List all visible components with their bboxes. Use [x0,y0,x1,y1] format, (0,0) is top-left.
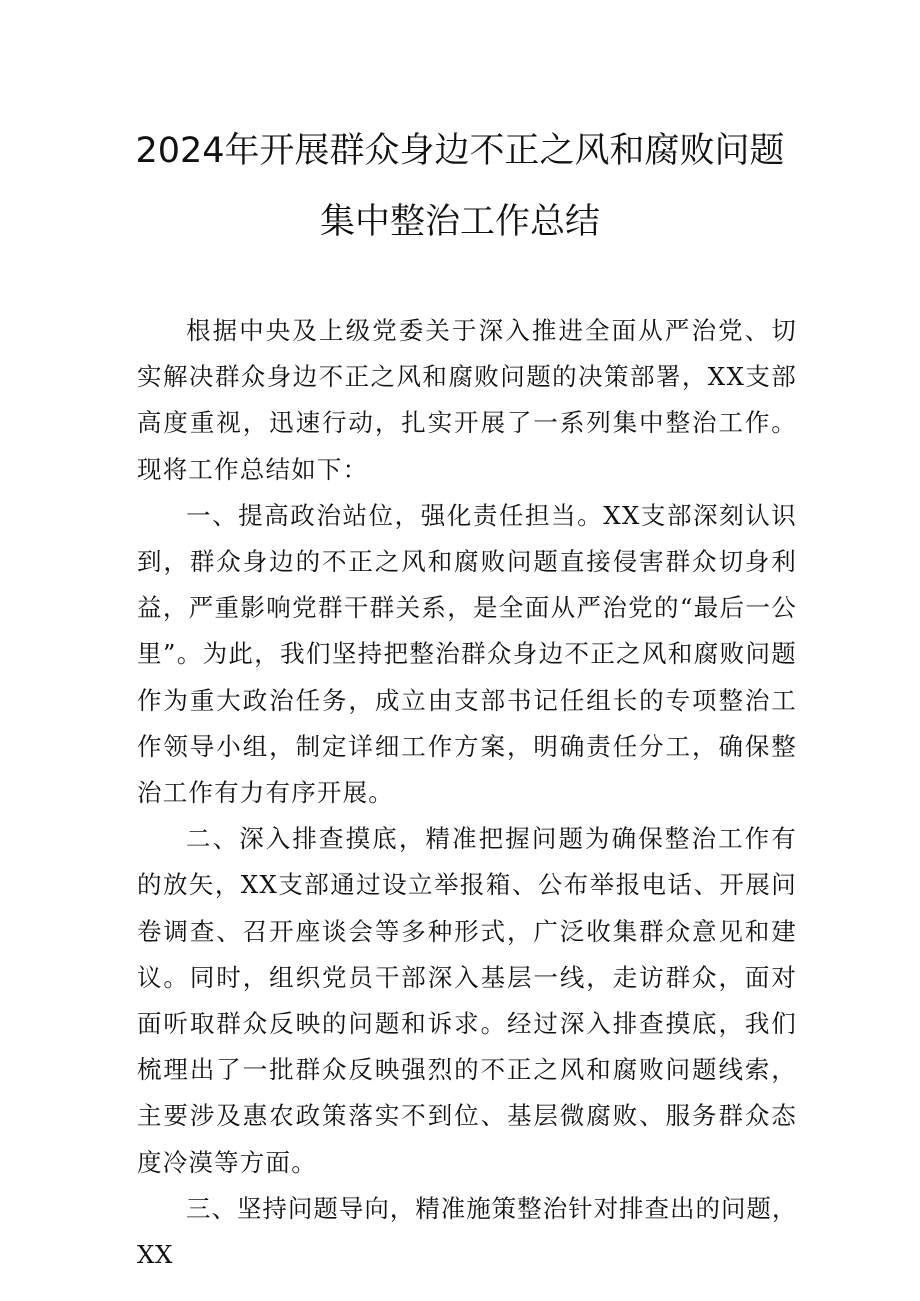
paragraph-section-1: 一、提高政治站位，强化责任担当。XX支部深刻认识到，群众身边的不正之风和腐败问题直接侵害群众切身利益，严重影响党群干群关系，是全面从严治党的“最后一公里”。为此，我们坚持把整治群众身边不正之风和腐败问题作为重大政治任务，成立由支部书记任组长的专项整治工作领导小组，制定详细工作方案，明确责任分工，确保整治工作有力有序开展。 [137,500,797,808]
document-title-line-1: 2024年开展群众身边不正之风和腐败问题 [135,131,785,171]
paragraph-section-2: 二、深入排查摸底，精准把握问题为确保整治工作有的放矢，XX支部通过设立举报箱、公布举报电话、开展问卷调查、召开座谈会等多种形式，广泛收集群众意见和建议。同时，组织党员干部深入基层一线，走访群众，面对面听取群众反映的问题和诉求。经过深入排查摸底，我们梳理出了一批群众反映强烈的不正之风和腐败问题线索，主要涉及惠农政策落实不到位、基层微腐败、服务群众态度冷漠等方面。 [137,824,797,1177]
document-title-line-2: 集中整治工作总结 [319,202,600,242]
document-body [137,308,797,1278]
paragraph-section-3: 三、坚持问题导向，精准施策整治针对排查出的问题，XX [137,1193,797,1270]
paragraph-intro: 根据中央及上级党委关于深入推进全面从严治党、切实解决群众身边不正之风和腐败问题的决策部署，XX支部高度重视，迅速行动，扎实开展了一系列集中整治工作。现将工作总结如下： [137,316,797,484]
